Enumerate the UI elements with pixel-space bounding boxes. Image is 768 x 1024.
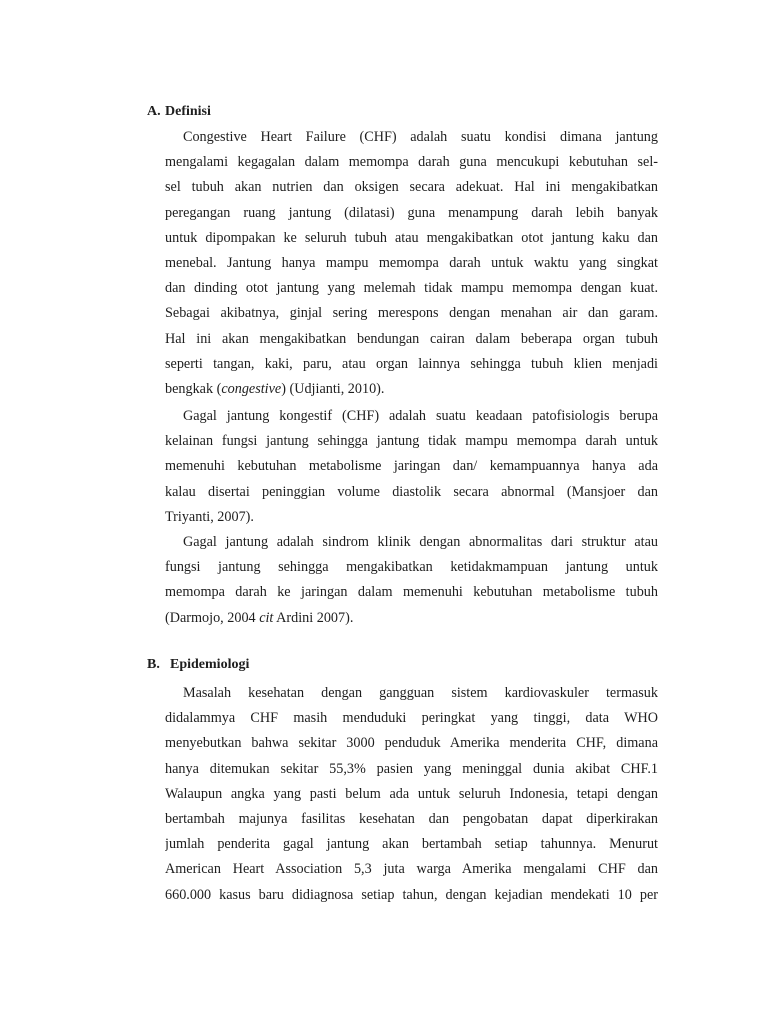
- text-line: jumlah penderita gagal jantung akan bertambah setiap tahunnya. Menurut: [165, 836, 658, 853]
- paragraph-definisi-1: [165, 125, 658, 402]
- paragraph-definisi-2: [165, 404, 658, 530]
- text-line: untuk dipompakan ke seluruh tubuh atau mengakibatkan otot jantung kaku dan: [165, 229, 658, 246]
- text-line: kelainan fungsi jantung sehingga jantung tidak mampu memompa darah untuk: [165, 433, 658, 450]
- text-line: bertambah majunya fasilitas kesehatan dan pengobatan dapat diperkirakan: [165, 810, 658, 827]
- section-a-label: A.: [147, 104, 161, 119]
- text-line: Walaupun angka yang pasti belum ada untuk seluruh Indonesia, tetapi dengan: [165, 785, 658, 802]
- section-b-label: B.: [147, 657, 160, 672]
- text-line: menebal. Jantung hanya mampu memompa darah untuk waktu yang singkat: [165, 254, 658, 271]
- text-line: didalammya CHF masih menduduki peringkat yang tinggi, data WHO: [165, 710, 658, 727]
- text-line: menyebutkan bahwa sekitar 3000 penduduk Amerika menderita CHF, dimana: [165, 735, 658, 752]
- text-segment: (Darmojo, 2004: [165, 609, 260, 626]
- text-line: memenuhi kebutuhan metabolisme jaringan dan/ kemampuannya hanya ada: [165, 458, 658, 475]
- text-line: Congestive Heart Failure (CHF) adalah suatu kondisi dimana jantung: [183, 129, 658, 145]
- text-line: Gagal jantung adalah sindrom klinik dengan abnormalitas dari struktur atau: [183, 534, 658, 550]
- text-line: mengalami kegagalan dalam memompa darah guna mencukupi kebutuhan sel-: [165, 154, 658, 171]
- section-b-heading: [147, 656, 249, 674]
- text-segment: bengkak (: [165, 380, 222, 397]
- text-line: dan dinding otot jantung yang melemah tidak mampu memompa dengan kuat.: [165, 280, 658, 297]
- paragraph-definisi-3: [165, 530, 658, 631]
- paragraph-epidemiologi-1: [165, 681, 658, 908]
- italic-term: congestive: [221, 380, 282, 397]
- text-line: Masalah kesehatan dengan gangguan sistem kardiovaskuler termasuk: [183, 685, 658, 701]
- text-line: hanya ditemukan sekitar 55,3% pasien yang meninggal dunia akibat CHF.1: [165, 760, 658, 777]
- text-line: fungsi jantung sehingga mengakibatkan ketidakmampuan jantung untuk: [165, 559, 658, 576]
- text-line: memompa darah ke jaringan dalam memenuhi kebutuhan metabolisme tubuh: [165, 584, 658, 601]
- text-line: Sebagai akibatnya, ginjal sering merespons dengan menahan air dan garam.: [165, 305, 658, 322]
- text-line: Hal ini akan mengakibatkan bendungan cairan dalam beberapa organ tubuh: [165, 330, 658, 347]
- text-line-last: [165, 606, 658, 631]
- text-segment: Ardini 2007).: [273, 609, 354, 626]
- text-line-last: [165, 377, 658, 402]
- text-line: Triyanti, 2007).: [165, 508, 254, 525]
- text-line: sel tubuh akan nutrien dan oksigen secara adekuat. Hal ini mengakibatkan: [165, 179, 658, 196]
- text-line: seperti tangan, kaki, paru, atau organ lainnya sehingga tubuh klien menjadi: [165, 355, 658, 372]
- text-line: kalau disertai peninggian volume diastolik secara abnormal (Mansjoer dan: [165, 483, 658, 500]
- text-line: peregangan ruang jantung (dilatasi) guna menampung darah lebih banyak: [165, 204, 658, 221]
- section-b-title: Epidemiologi: [170, 657, 250, 672]
- text-line: American Heart Association 5,3 juta warga Amerika mengalami CHF dan: [165, 861, 658, 878]
- italic-term: cit: [259, 609, 274, 626]
- section-a-heading: [147, 103, 211, 121]
- text-line: 660.000 kasus baru didiagnosa setiap tahun, dengan kejadian mendekati 10 per: [165, 886, 658, 903]
- text-line: Gagal jantung kongestif (CHF) adalah suatu keadaan patofisiologis berupa: [183, 408, 658, 424]
- section-a-title: Definisi: [165, 104, 211, 119]
- text-segment: ) (Udjianti, 2010).: [281, 380, 385, 397]
